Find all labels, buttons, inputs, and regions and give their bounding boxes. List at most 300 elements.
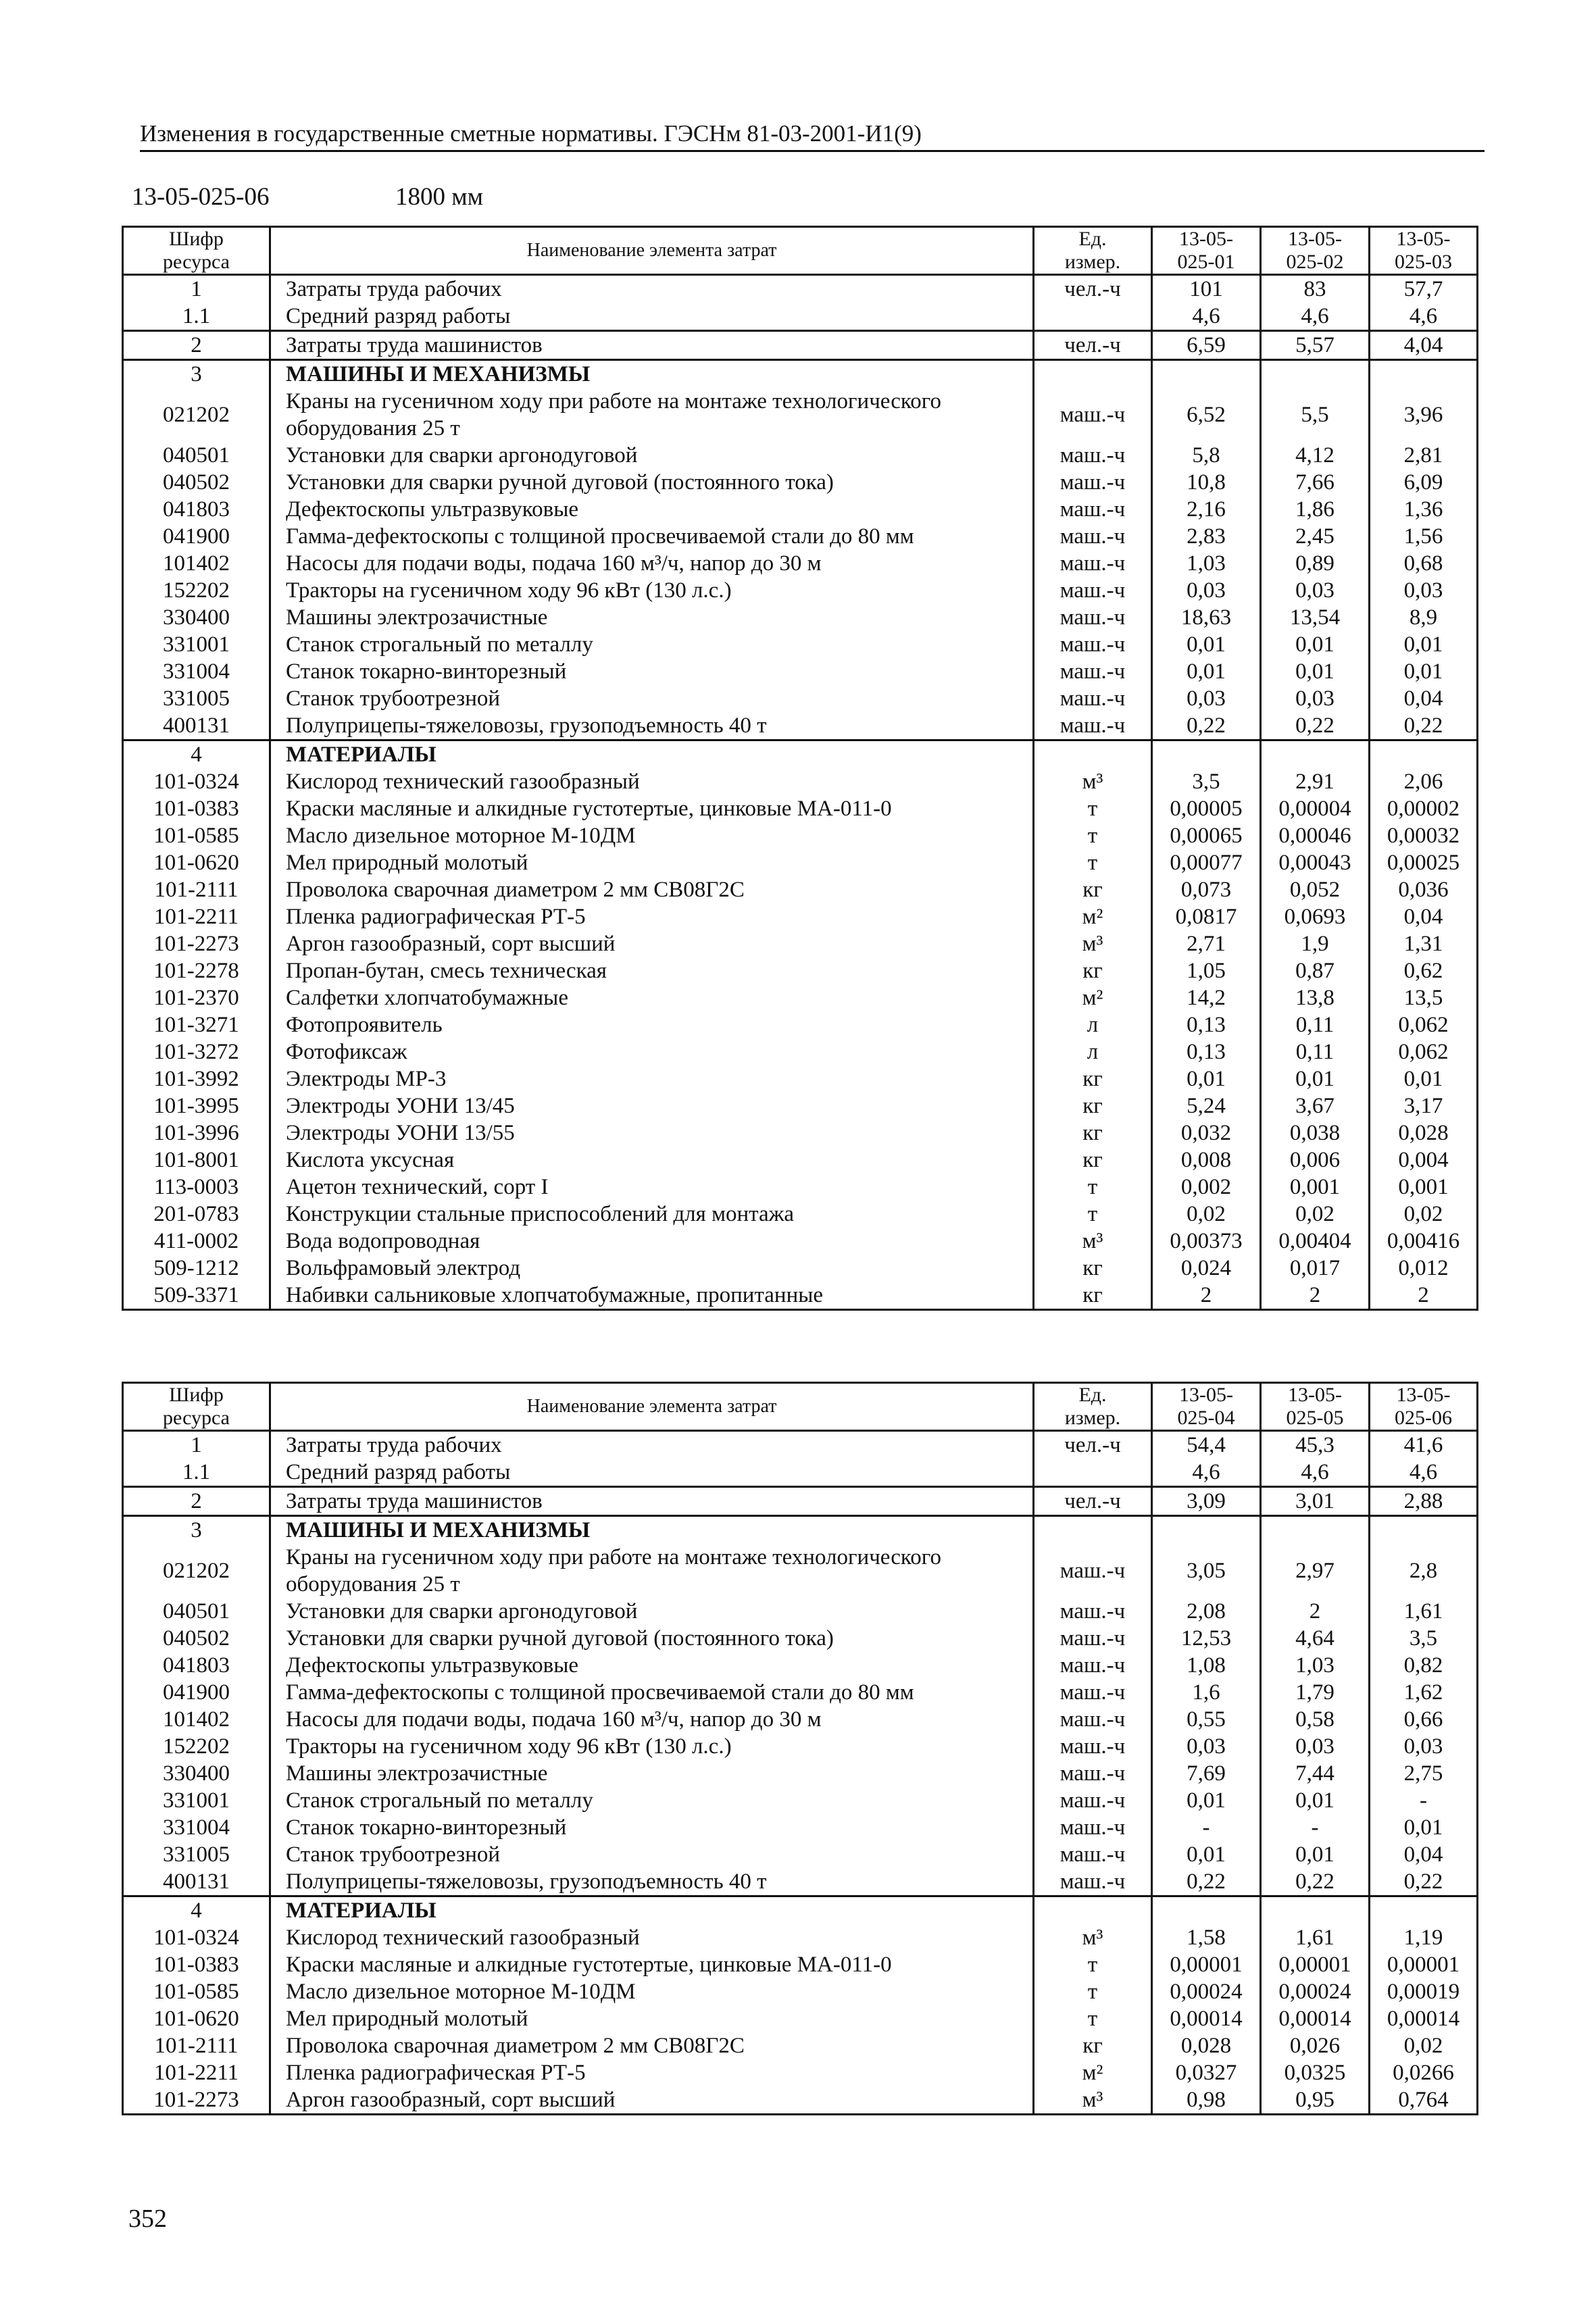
resource-name: Мел природный молотый [270, 849, 1034, 876]
resource-name: Краски масляные и алкидные густотертые, цинковые МА-011-0 [270, 1951, 1034, 1978]
table-row [123, 1787, 1478, 1814]
resource-code: 331001 [123, 631, 270, 658]
resource-code: 330400 [123, 604, 270, 631]
table-row [123, 550, 1478, 577]
resource-code: 021202 [123, 1544, 270, 1598]
table-row [123, 2086, 1478, 2115]
value-cell [1152, 360, 1261, 388]
table-header-row [123, 227, 1478, 275]
resource-code: 101-0620 [123, 2005, 270, 2032]
value-cell [1370, 1516, 1478, 1544]
unit-cell: маш.-ч [1034, 658, 1152, 685]
value-cell: 0,00404 [1261, 1228, 1370, 1255]
value-cell: 0,00373 [1152, 1228, 1261, 1255]
resource-code: 101-0585 [123, 1978, 270, 2005]
value-cell: 0,001 [1370, 1174, 1478, 1201]
resource-code: 113-0003 [123, 1174, 270, 1201]
value-cell: 1,19 [1370, 1924, 1478, 1951]
value-cell: 0,01 [1152, 1787, 1261, 1814]
resource-name: Тракторы на гусеничном ходу 96 кВт (130 л.с.) [270, 577, 1034, 604]
unit-cell: м² [1034, 2059, 1152, 2086]
resource-name: Тракторы на гусеничном ходу 96 кВт (130 л.с.) [270, 1733, 1034, 1760]
value-cell: 2,97 [1261, 1544, 1370, 1598]
value-cell: 1,6 [1152, 1679, 1261, 1706]
value-cell: 0,01 [1261, 1841, 1370, 1868]
value-cell: 0,01 [1370, 631, 1478, 658]
value-cell: 2,88 [1370, 1487, 1478, 1516]
resource-code: 041803 [123, 496, 270, 523]
value-cell: 0,0266 [1370, 2059, 1478, 2086]
value-cell: 1,86 [1261, 496, 1370, 523]
unit-cell: т [1034, 795, 1152, 822]
resource-name: Пленка радиографическая РТ-5 [270, 2059, 1034, 2086]
resource-name: МАТЕРИАЛЫ [270, 740, 1034, 769]
value-cell: 7,66 [1261, 469, 1370, 496]
value-cell: 0,00002 [1370, 795, 1478, 822]
value-cell: 0,012 [1370, 1255, 1478, 1282]
value-cell: 0,01 [1261, 658, 1370, 685]
resource-code: 101-3272 [123, 1038, 270, 1065]
resource-name: Средний разряд работы [270, 303, 1034, 331]
value-cell: 1,08 [1152, 1652, 1261, 1679]
table-row [123, 303, 1478, 331]
table-row [123, 795, 1478, 822]
unit-cell: кг [1034, 1092, 1152, 1120]
value-cell: 0,00024 [1261, 1978, 1370, 2005]
value-cell: 0,01 [1152, 1065, 1261, 1092]
table-row [123, 1459, 1478, 1487]
value-cell: 0,00077 [1152, 849, 1261, 876]
value-cell: 0,00014 [1261, 2005, 1370, 2032]
resource-name: Установки для сварки аргонодуговой [270, 442, 1034, 469]
resource-name: Полуприцепы-тяжеловозы, грузоподъемность 40 т [270, 712, 1034, 740]
table-row [123, 2059, 1478, 2086]
value-cell: 0,0325 [1261, 2059, 1370, 2086]
unit-cell: кг [1034, 1255, 1152, 1282]
resource-code: 101-2278 [123, 957, 270, 984]
value-cell: 1,05 [1152, 957, 1261, 984]
table-row [123, 740, 1478, 769]
table-row [123, 1487, 1478, 1516]
value-cell: 0,008 [1152, 1147, 1261, 1174]
table-row [123, 1516, 1478, 1544]
value-cell [1370, 360, 1478, 388]
resource-code: 1 [123, 1431, 270, 1459]
value-cell: 10,8 [1152, 469, 1261, 496]
value-cell: 1,36 [1370, 496, 1478, 523]
resource-name: Станок строгальный по металлу [270, 1787, 1034, 1814]
header-unit: Ед. измер. [1034, 227, 1152, 275]
value-cell: 2,8 [1370, 1544, 1478, 1598]
value-cell: 0,00014 [1152, 2005, 1261, 2032]
resource-name: Конструкции стальные приспособлений для монтажа [270, 1201, 1034, 1228]
value-cell: 0,01 [1261, 1065, 1370, 1092]
resource-name: Установки для сварки ручной дуговой (постоянного тока) [270, 1625, 1034, 1652]
value-cell: 0,82 [1370, 1652, 1478, 1679]
norm-subtitle [132, 182, 484, 211]
value-cell: 0,98 [1152, 2086, 1261, 2115]
unit-cell: м³ [1034, 768, 1152, 795]
value-cell: 2,83 [1152, 523, 1261, 550]
table-row [123, 388, 1478, 442]
resource-name: Набивки сальниковые хлопчатобумажные, пропитанные [270, 1282, 1034, 1310]
header-name: Наименование элемента затрат [270, 227, 1034, 275]
resource-name: Станок трубоотрезной [270, 1841, 1034, 1868]
resource-code: 4 [123, 1896, 270, 1925]
resource-code: 101-0620 [123, 849, 270, 876]
value-cell: 5,57 [1261, 331, 1370, 360]
unit-cell [1034, 1459, 1152, 1487]
resource-code: 1.1 [123, 303, 270, 331]
unit-cell: маш.-ч [1034, 1679, 1152, 1706]
resource-code: 509-3371 [123, 1282, 270, 1310]
table-row [123, 1760, 1478, 1787]
unit-cell: кг [1034, 876, 1152, 903]
value-cell: 0,00001 [1370, 1951, 1478, 1978]
value-cell: 0,01 [1152, 1841, 1261, 1868]
unit-cell: чел.-ч [1034, 331, 1152, 360]
resource-code: 152202 [123, 1733, 270, 1760]
value-cell: 0,00025 [1370, 849, 1478, 876]
value-cell: 1,61 [1261, 1924, 1370, 1951]
unit-cell: м³ [1034, 1228, 1152, 1255]
unit-cell: л [1034, 1038, 1152, 1065]
table-row [123, 658, 1478, 685]
value-cell: 0,00014 [1370, 2005, 1478, 2032]
resource-name: Станок токарно-винторезный [270, 1814, 1034, 1841]
value-cell: 0,01 [1152, 631, 1261, 658]
table-row [123, 1201, 1478, 1228]
value-cell: 1,03 [1261, 1652, 1370, 1679]
resource-code: 040501 [123, 442, 270, 469]
value-cell: 3,96 [1370, 388, 1478, 442]
value-cell: 13,8 [1261, 984, 1370, 1011]
unit-cell: маш.-ч [1034, 1733, 1152, 1760]
value-cell: 6,09 [1370, 469, 1478, 496]
table-header-row [123, 1383, 1478, 1431]
table-row [123, 1951, 1478, 1978]
resource-name: Гамма-дефектоскопы с толщиной просвечиваемой стали до 80 мм [270, 523, 1034, 550]
value-cell [1261, 740, 1370, 769]
unit-cell: маш.-ч [1034, 1706, 1152, 1733]
table-row [123, 1120, 1478, 1147]
resource-name: Ацетон технический, сорт I [270, 1174, 1034, 1201]
resource-code: 2 [123, 331, 270, 360]
unit-cell: т [1034, 2005, 1152, 2032]
unit-cell: маш.-ч [1034, 577, 1152, 604]
resource-name: Затраты труда рабочих [270, 1431, 1034, 1459]
table-row [123, 1679, 1478, 1706]
value-cell: 0,22 [1261, 712, 1370, 740]
value-cell: 0,04 [1370, 903, 1478, 930]
value-cell: 14,2 [1152, 984, 1261, 1011]
value-cell: 0,004 [1370, 1147, 1478, 1174]
resource-code: 2 [123, 1487, 270, 1516]
value-cell: 0,00001 [1261, 1951, 1370, 1978]
resource-name: Вода водопроводная [270, 1228, 1034, 1255]
resource-name: Салфетки хлопчатобумажные [270, 984, 1034, 1011]
value-cell: 0,028 [1370, 1120, 1478, 1147]
value-cell: 0,00416 [1370, 1228, 1478, 1255]
value-cell: 4,64 [1261, 1625, 1370, 1652]
table-row [123, 1092, 1478, 1120]
resource-name: Краны на гусеничном ходу при работе на монтаже технологического оборудования 25 т [270, 388, 1034, 442]
resource-name: Фотопроявитель [270, 1011, 1034, 1038]
value-cell: 0,22 [1261, 1868, 1370, 1896]
resource-code: 400131 [123, 712, 270, 740]
value-cell: 5,5 [1261, 388, 1370, 442]
value-cell: 2,81 [1370, 442, 1478, 469]
resource-name: Аргон газообразный, сорт высший [270, 930, 1034, 957]
table-row [123, 1924, 1478, 1951]
table-row [123, 1065, 1478, 1092]
table-row [123, 1011, 1478, 1038]
resource-code: 3 [123, 360, 270, 388]
unit-cell: маш.-ч [1034, 685, 1152, 712]
resource-name: Насосы для подачи воды, подача 160 м³/ч, напор до 30 м [270, 550, 1034, 577]
value-cell [1370, 1896, 1478, 1925]
unit-cell: маш.-ч [1034, 496, 1152, 523]
table-row [123, 685, 1478, 712]
resource-code: 201-0783 [123, 1201, 270, 1228]
resource-code: 101-0585 [123, 822, 270, 849]
resource-code: 101-0383 [123, 795, 270, 822]
value-cell: 0,038 [1261, 1120, 1370, 1147]
resource-code: 101-2273 [123, 930, 270, 957]
value-cell: 2,16 [1152, 496, 1261, 523]
resource-code: 101-3995 [123, 1092, 270, 1120]
unit-cell: маш.-ч [1034, 631, 1152, 658]
resource-code: 101-2273 [123, 2086, 270, 2115]
value-cell [1152, 1516, 1261, 1544]
resource-name: Пленка радиографическая РТ-5 [270, 903, 1034, 930]
value-cell: 0,03 [1261, 577, 1370, 604]
resource-code: 1 [123, 275, 270, 303]
value-cell: 3,5 [1370, 1625, 1478, 1652]
resource-name: Насосы для подачи воды, подача 160 м³/ч, напор до 30 м [270, 1706, 1034, 1733]
value-cell: 0,22 [1370, 1868, 1478, 1896]
value-cell: 4,6 [1152, 303, 1261, 331]
resource-code: 331001 [123, 1787, 270, 1814]
resource-code: 4 [123, 740, 270, 769]
unit-cell: маш.-ч [1034, 1544, 1152, 1598]
value-cell: 7,44 [1261, 1760, 1370, 1787]
value-cell: 0,00043 [1261, 849, 1370, 876]
value-cell: 0,024 [1152, 1255, 1261, 1282]
unit-cell: м² [1034, 903, 1152, 930]
table-row [123, 1147, 1478, 1174]
table-row [123, 1841, 1478, 1868]
value-cell: 0,11 [1261, 1011, 1370, 1038]
unit-cell: маш.-ч [1034, 1760, 1152, 1787]
value-cell: 0,002 [1152, 1174, 1261, 1201]
unit-cell: маш.-ч [1034, 523, 1152, 550]
value-cell: 0,22 [1370, 712, 1478, 740]
value-cell: 41,6 [1370, 1431, 1478, 1459]
resource-name: МАШИНЫ И МЕХАНИЗМЫ [270, 360, 1034, 388]
resource-code: 101-0324 [123, 1924, 270, 1951]
value-cell: 5,8 [1152, 442, 1261, 469]
unit-cell: кг [1034, 1065, 1152, 1092]
resource-name: Проволока сварочная диаметром 2 мм СВ08Г2С [270, 876, 1034, 903]
value-cell: 6,59 [1152, 331, 1261, 360]
value-cell [1261, 1516, 1370, 1544]
value-cell: 0,22 [1152, 1868, 1261, 1896]
table-row [123, 1255, 1478, 1282]
resource-name: Гамма-дефектоскопы с толщиной просвечиваемой стали до 80 мм [270, 1679, 1034, 1706]
table-row [123, 331, 1478, 360]
value-cell: 0,02 [1370, 1201, 1478, 1228]
value-cell: 0,01 [1370, 1065, 1478, 1092]
resource-code: 021202 [123, 388, 270, 442]
table-row [123, 1896, 1478, 1925]
value-cell: 0,052 [1261, 876, 1370, 903]
resource-code: 101402 [123, 1706, 270, 1733]
resource-name: Электроды МР-3 [270, 1065, 1034, 1092]
unit-cell: чел.-ч [1034, 275, 1152, 303]
value-cell: 0,03 [1152, 577, 1261, 604]
value-cell: 0,22 [1152, 712, 1261, 740]
table-row [123, 604, 1478, 631]
value-cell: 0,55 [1152, 1706, 1261, 1733]
value-cell [1261, 360, 1370, 388]
table-row [123, 984, 1478, 1011]
unit-cell: кг [1034, 1147, 1152, 1174]
resource-name: Станок трубоотрезной [270, 685, 1034, 712]
table-row [123, 275, 1478, 303]
value-cell: 1,9 [1261, 930, 1370, 957]
value-cell: 0,13 [1152, 1038, 1261, 1065]
resource-name: Полуприцепы-тяжеловозы, грузоподъемность 40 т [270, 1868, 1034, 1896]
resource-code: 040501 [123, 1598, 270, 1625]
value-cell: 2,75 [1370, 1760, 1478, 1787]
value-cell: 83 [1261, 275, 1370, 303]
unit-cell: м² [1034, 984, 1152, 1011]
table-row [123, 1814, 1478, 1841]
resource-code: 331004 [123, 1814, 270, 1841]
resource-name: Средний разряд работы [270, 1459, 1034, 1487]
header-col-1: 13-05- 025-01 [1152, 227, 1261, 275]
value-cell: 13,54 [1261, 604, 1370, 631]
header-col-4: 13-05- 025-04 [1152, 1383, 1261, 1431]
value-cell: 0,95 [1261, 2086, 1370, 2115]
unit-cell: маш.-ч [1034, 1814, 1152, 1841]
value-cell: 0,01 [1370, 658, 1478, 685]
value-cell: 0,13 [1152, 1011, 1261, 1038]
value-cell: 0,0327 [1152, 2059, 1261, 2086]
header-col-2: 13-05- 025-02 [1261, 227, 1370, 275]
unit-cell [1034, 360, 1152, 388]
table-row [123, 1282, 1478, 1310]
value-cell: 1,62 [1370, 1679, 1478, 1706]
value-cell: 0,001 [1261, 1174, 1370, 1201]
unit-cell [1034, 740, 1152, 769]
table-row [123, 1544, 1478, 1598]
norm-code: 13-05-025-06 [132, 183, 270, 211]
resource-name: Проволока сварочная диаметром 2 мм СВ08Г2С [270, 2032, 1034, 2059]
value-cell: 13,5 [1370, 984, 1478, 1011]
table-row [123, 1174, 1478, 1201]
table-row [123, 577, 1478, 604]
value-cell: 0,03 [1370, 577, 1478, 604]
resource-name: Дефектоскопы ультразвуковые [270, 496, 1034, 523]
resource-name: Кислота уксусная [270, 1147, 1034, 1174]
unit-cell: л [1034, 1011, 1152, 1038]
resource-code: 101-2370 [123, 984, 270, 1011]
value-cell: 4,6 [1261, 1459, 1370, 1487]
value-cell: 2,06 [1370, 768, 1478, 795]
value-cell: 0,68 [1370, 550, 1478, 577]
value-cell: - [1370, 1787, 1478, 1814]
unit-cell: чел.-ч [1034, 1487, 1152, 1516]
value-cell: 45,3 [1261, 1431, 1370, 1459]
resource-name: Станок строгальный по металлу [270, 631, 1034, 658]
value-cell: 3,09 [1152, 1487, 1261, 1516]
value-cell: 3,01 [1261, 1487, 1370, 1516]
value-cell: 0,02 [1261, 1201, 1370, 1228]
resource-name: Кислород технический газообразный [270, 1924, 1034, 1951]
resource-name: Мел природный молотый [270, 2005, 1034, 2032]
unit-cell: маш.-ч [1034, 604, 1152, 631]
table-row [123, 1706, 1478, 1733]
table-row [123, 930, 1478, 957]
value-cell: 3,5 [1152, 768, 1261, 795]
table-row [123, 957, 1478, 984]
unit-cell: маш.-ч [1034, 1598, 1152, 1625]
resource-code: 1.1 [123, 1459, 270, 1487]
unit-cell: маш.-ч [1034, 712, 1152, 740]
unit-cell: т [1034, 1951, 1152, 1978]
value-cell: 2,71 [1152, 930, 1261, 957]
unit-cell [1034, 303, 1152, 331]
resource-name: Пропан-бутан, смесь техническая [270, 957, 1034, 984]
resource-name: Аргон газообразный, сорт высший [270, 2086, 1034, 2115]
resource-name: Затраты труда рабочих [270, 275, 1034, 303]
value-cell: 0,04 [1370, 685, 1478, 712]
value-cell: 4,6 [1152, 1459, 1261, 1487]
value-cell [1152, 1896, 1261, 1925]
value-cell: 0,03 [1152, 1733, 1261, 1760]
resource-name: Краны на гусеничном ходу при работе на монтаже технологического оборудования 25 т [270, 1544, 1034, 1598]
unit-cell [1034, 1896, 1152, 1925]
resource-name: Установки для сварки ручной дуговой (постоянного тока) [270, 469, 1034, 496]
table-row [123, 1868, 1478, 1896]
resource-code: 331005 [123, 1841, 270, 1868]
resource-code: 101-2111 [123, 876, 270, 903]
unit-cell: маш.-ч [1034, 1625, 1152, 1652]
value-cell: 0,02 [1370, 2032, 1478, 2059]
header-col-5: 13-05- 025-05 [1261, 1383, 1370, 1431]
value-cell: 0,03 [1370, 1733, 1478, 1760]
resource-name: Затраты труда машинистов [270, 1487, 1034, 1516]
resource-name: Электроды УОНИ 13/45 [270, 1092, 1034, 1120]
value-cell: 0,073 [1152, 876, 1261, 903]
unit-cell: кг [1034, 957, 1152, 984]
resource-name: Кислород технический газообразный [270, 768, 1034, 795]
unit-cell: маш.-ч [1034, 442, 1152, 469]
value-cell: 0,11 [1261, 1038, 1370, 1065]
table-row [123, 1038, 1478, 1065]
unit-cell: чел.-ч [1034, 1431, 1152, 1459]
value-cell: 4,6 [1261, 303, 1370, 331]
value-cell: 7,69 [1152, 1760, 1261, 1787]
value-cell: 2,91 [1261, 768, 1370, 795]
value-cell: 1,56 [1370, 523, 1478, 550]
page-header: Изменения в государственные сметные нормативы. ГЭСНм 81-03-2001-И1(9) [140, 120, 1485, 152]
value-cell: 2 [1261, 1598, 1370, 1625]
value-cell: 54,4 [1152, 1431, 1261, 1459]
value-cell: 0,00005 [1152, 795, 1261, 822]
